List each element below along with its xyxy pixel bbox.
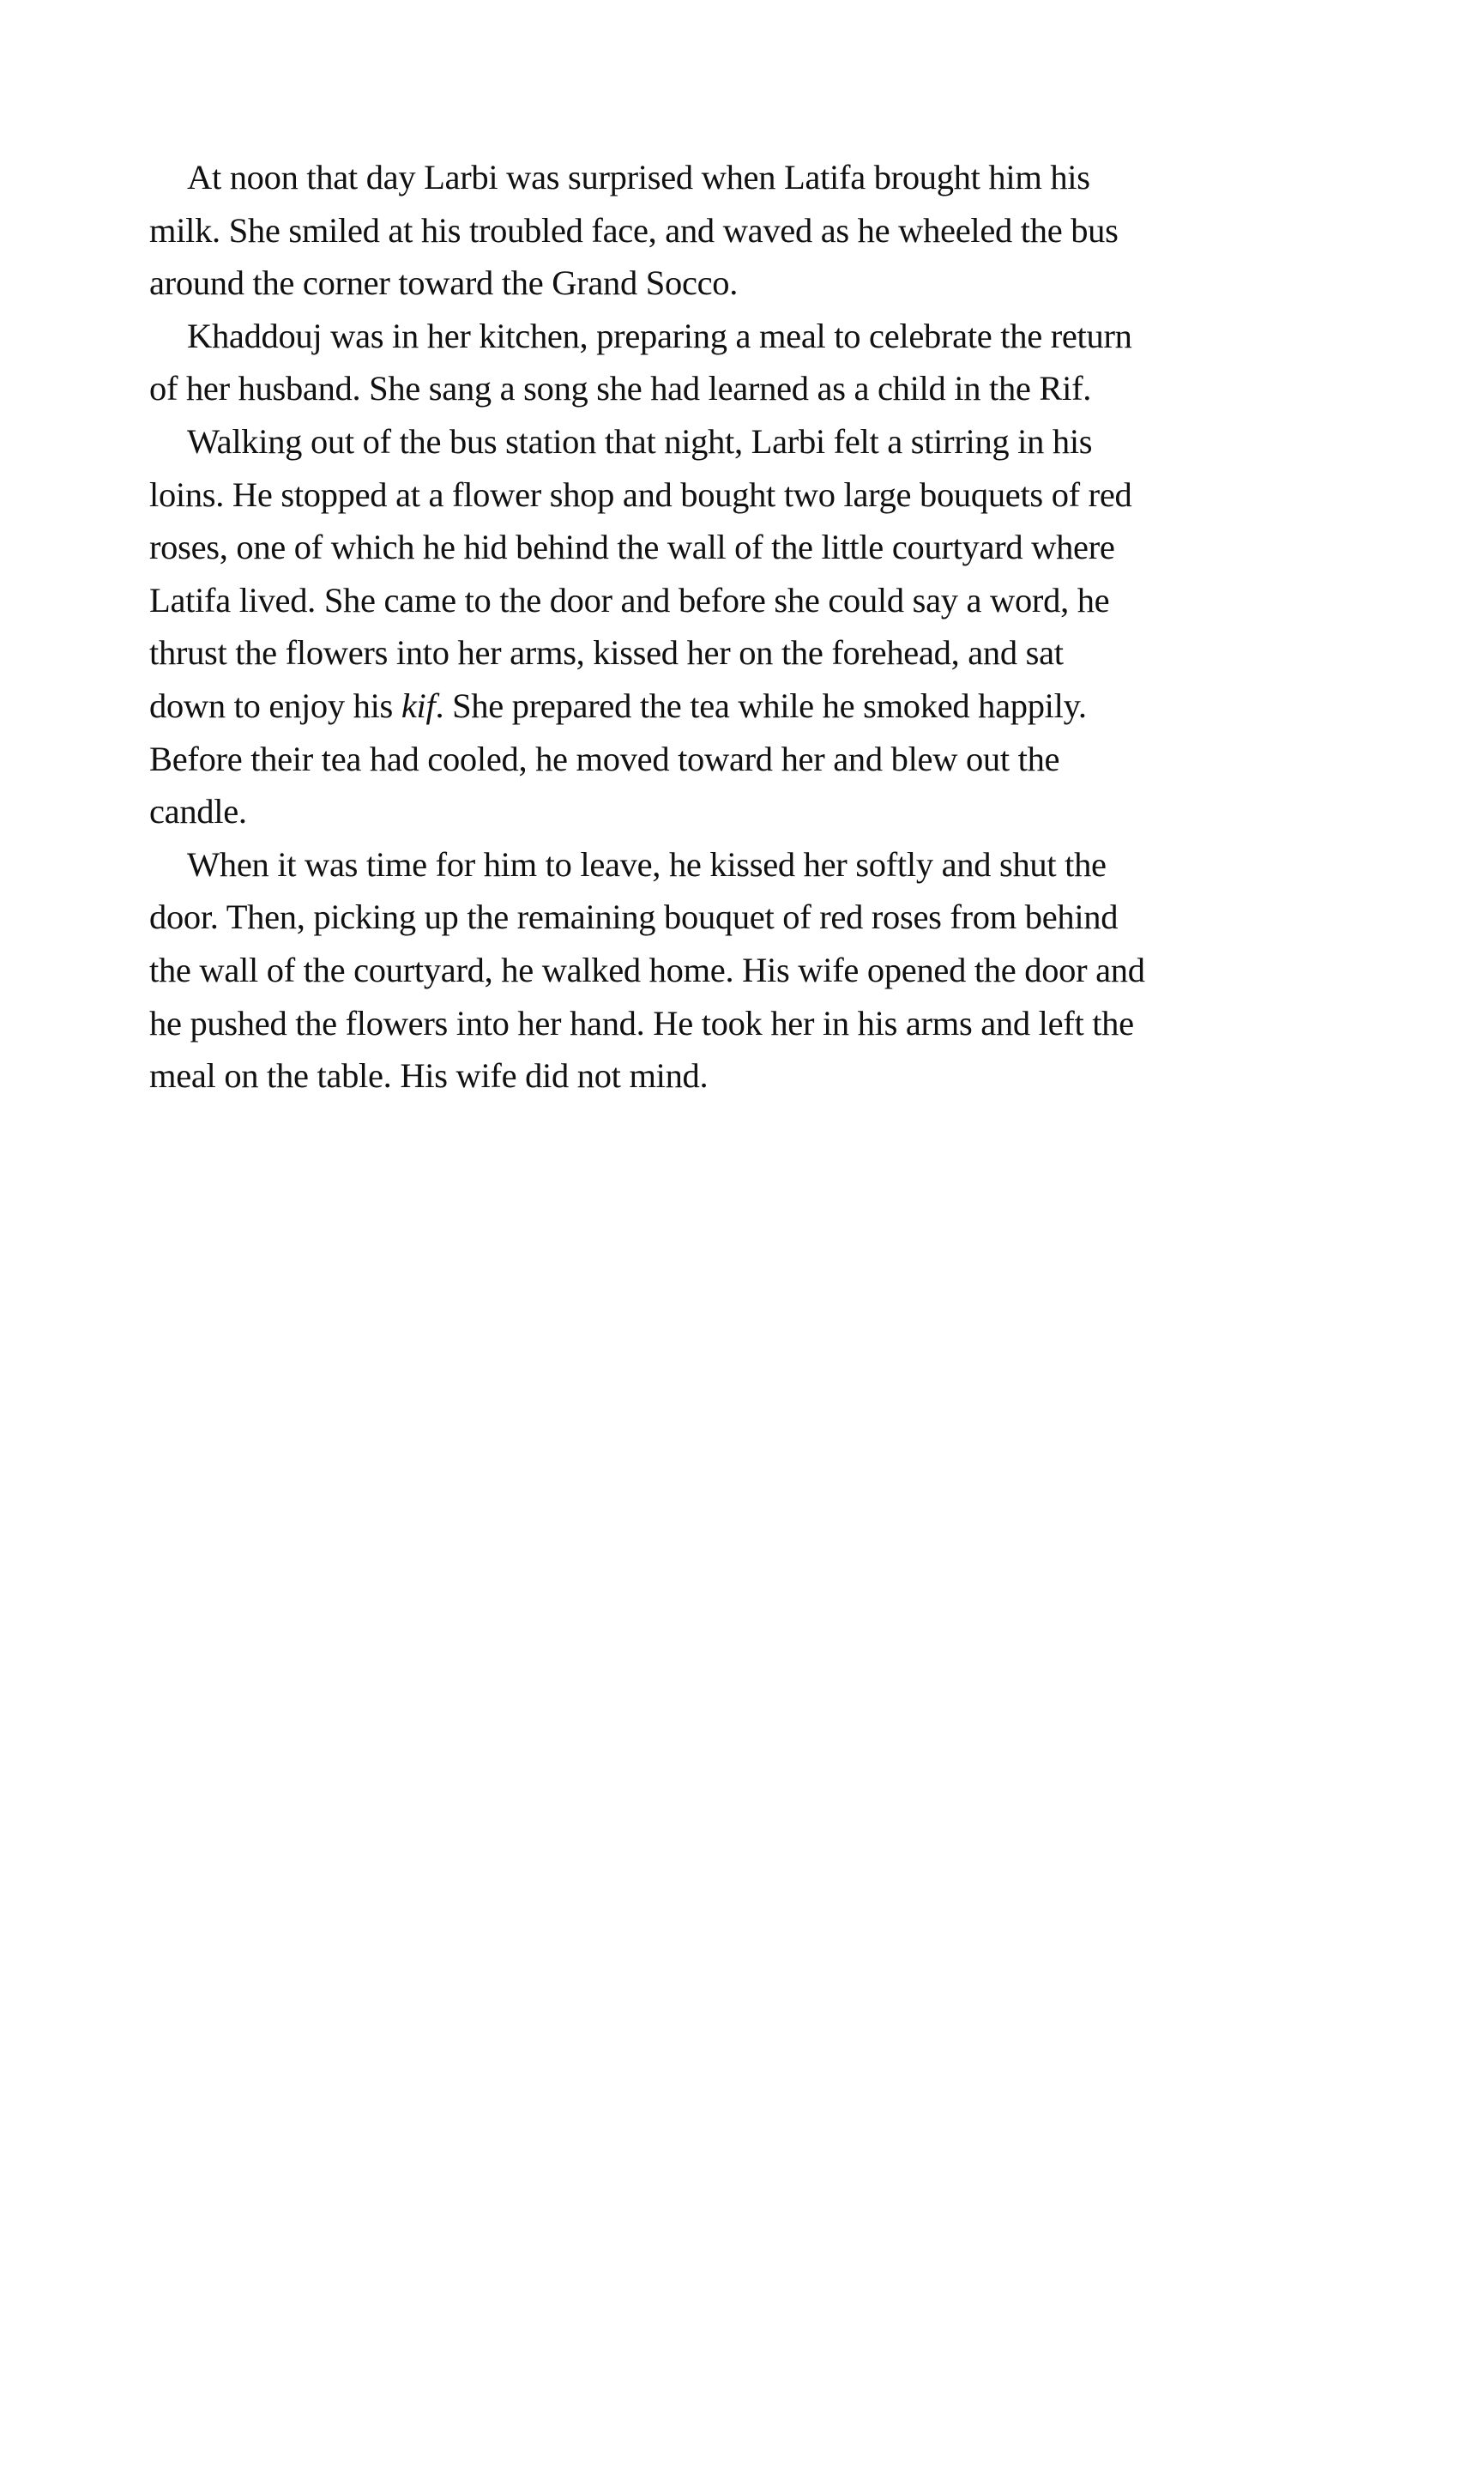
story-text [149, 151, 1350, 1103]
text-line: of her husband. She sang a song she had learned as a child in the Rif. [149, 369, 1092, 408]
paragraph-1 [149, 151, 1350, 310]
text-line: thrust the flowers into her arms, kissed her on the forehead, and sat [149, 633, 1064, 673]
text-line: door. Then, picking up the remaining bouquet of red roses from behind [149, 898, 1119, 937]
text-line: When it was time for him to leave, he kissed her softly and shut the [187, 844, 1107, 884]
text-line: candle. [149, 792, 247, 831]
text-segment: . She prepared the tea while he smoked happily. [435, 686, 1087, 725]
text-line: Walking out of the bus station that night, Larbi felt a stirring in his [187, 421, 1093, 461]
text-line: roses, one of which he hid behind the wall of the little courtyard where [149, 528, 1115, 567]
paragraph-2 [149, 310, 1350, 415]
text-line-with-italic [149, 680, 1350, 733]
italic-word: kif [401, 686, 436, 725]
text-line: the wall of the courtyard, he walked home. His wife opened the door and [149, 950, 1145, 989]
text-line: milk. She smiled at his troubled face, and waved as he wheeled the bus [149, 210, 1119, 250]
text-line: loins. He stopped at a flower shop and bought two large bouquets of red [149, 474, 1132, 514]
text-line: around the corner toward the Grand Socco. [149, 263, 739, 303]
paragraph-4 [149, 838, 1350, 1103]
paragraph-3 [149, 415, 1350, 838]
text-segment: down to enjoy his [149, 686, 401, 725]
text-line: he pushed the flowers into her hand. He took her in his arms and left the [149, 1003, 1134, 1043]
text-line: Latifa lived. She came to the door and before she could say a word, he [149, 580, 1110, 620]
text-line: Khaddouj was in her kitchen, preparing a meal to celebrate the return [187, 316, 1132, 355]
text-line: Before their tea had cooled, he moved toward her and blew out the [149, 739, 1060, 778]
text-line: meal on the table. His wife did not mind. [149, 1056, 709, 1096]
text-line: At noon that day Larbi was surprised when Latifa brought him his [187, 158, 1090, 196]
